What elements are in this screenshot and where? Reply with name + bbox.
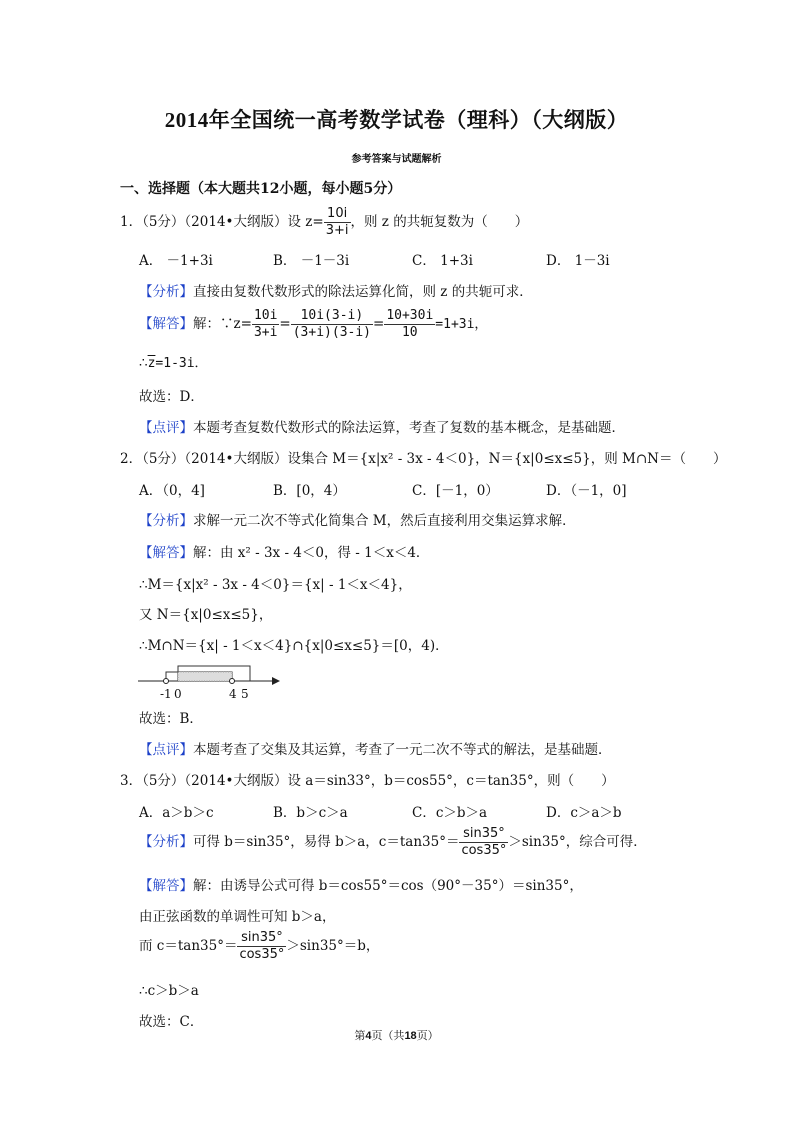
- solution-3-line: 由正弦函数的单调性可知 b＞a，: [139, 909, 336, 925]
- page-footer: 第4页（共18页）: [354, 1029, 439, 1042]
- fraction: $\frac{10+30i}{10}$: [386, 308, 434, 340]
- comment-label: 【点评】: [139, 742, 193, 758]
- number-line-diagram: [136, 660, 286, 702]
- option-b: B．[0，4）: [273, 483, 346, 499]
- question-1-stem: [120, 206, 528, 239]
- analysis-1: [139, 280, 533, 300]
- option-d: D．c＞a＞b: [546, 805, 622, 821]
- comment-label: 【点评】: [139, 420, 193, 436]
- solution-2-line: ∴M＝{x|x² - 3x - 4＜0}＝{x| - 1＜x＜4}，: [139, 577, 412, 593]
- analysis-label: 【分析】: [139, 284, 193, 300]
- solution-3-line: 而 c＝tan35°＝ $\frac{\sin 35^\circ}{\cos 35^\circ}$ ＞sin35°＝b，: [139, 930, 380, 962]
- answer-1: 故选：D．: [139, 389, 204, 405]
- option-b: B． －1－3i: [273, 253, 350, 269]
- analysis-label: 【分析】: [139, 834, 193, 850]
- option-a: A． －1+3i: [139, 253, 213, 269]
- tick-label: 4: [229, 687, 237, 701]
- solution-3: 【解答】解：由诱导公式可得 b＝cos55°＝cos（90°－35°）＝sin35°，: [139, 878, 583, 894]
- solution-label: 【解答】: [139, 545, 193, 561]
- page-number: 4: [365, 1030, 372, 1042]
- answer-3: 故选：C．: [139, 1014, 204, 1030]
- question-3-stem: 3．（5分）（2014•大纲版）设 a＝sin33°，b＝cos55°，c＝tan35°，则（ ）: [120, 773, 615, 789]
- solution-1-conclusion: $\therefore\overline{z}=1-3i$．: [139, 355, 208, 371]
- option-a: A．a＞b＞c: [139, 805, 214, 821]
- option-c: C． 1+3i: [412, 253, 473, 269]
- fraction: $\frac{\sin 35^\circ}{\cos 35^\circ}$: [239, 930, 285, 962]
- solution-1: 【解答】解：∵z= $\frac{10i}{3+i}$ = $\frac{10i(3-i)}{(3+i)(3-i)}$ = $\frac{10+30i}{10}$ =1+3i，: [139, 308, 488, 340]
- option-d: D．（－1，0]: [546, 483, 627, 499]
- stem-text: ，则 z 的共轭复数为（ ）: [350, 214, 529, 230]
- numerator: 10i: [324, 206, 351, 223]
- comment-2: 【点评】本题考查了交集及其运算，考查了一元二次不等式的解法，是基础题．: [139, 742, 612, 758]
- document-subtitle: 参考答案与试题解析: [351, 154, 442, 165]
- tick-label: -1: [160, 687, 172, 701]
- tick-label: 5: [241, 687, 249, 701]
- option-b: B．b＞c＞a: [273, 805, 348, 821]
- solution-2: 【解答】解：由 x² - 3x - 4＜0，得 - 1＜x＜4．: [139, 545, 430, 561]
- number-line-icon: [136, 660, 286, 702]
- denominator: 3+i: [325, 223, 349, 238]
- analysis-2: 【分析】求解一元二次不等式化简集合 M，然后直接利用交集运算求解．: [139, 513, 576, 529]
- fraction: $\frac{10i}{3+i}$: [253, 308, 278, 340]
- analysis-label: 【分析】: [139, 513, 193, 529]
- question-2-stem: 2．（5分）（2014•大纲版）设集合 M＝{x|x² - 3x - 4＜0}，N＝{x|0≤x≤5}，则 M∩N＝（ ）: [120, 451, 727, 467]
- tick-label: 0: [174, 687, 182, 701]
- stem-text: 设 z=: [287, 214, 324, 230]
- solution-label: 【解答】: [139, 878, 193, 894]
- question-source: （5分）（2014•大纲版）: [142, 214, 288, 230]
- question-number: 1．: [120, 214, 143, 230]
- option-c: C．c＞b＞a: [412, 805, 488, 821]
- answer-2: 故选：B．: [139, 711, 203, 727]
- fraction: $\frac{\sin 35^\circ}{\cos 35^\circ}$: [461, 826, 507, 858]
- solution-2-line: 又 N＝{x|0≤x≤5}，: [139, 607, 273, 623]
- analysis-3: 【分析】可得 b＝sin35°，易得 b＞a，c＝tan35°＝ $\frac{\sin 35^\circ}{\cos 35^\circ}$ ＞sin35°，综合可得．: [139, 826, 647, 858]
- solution-2-line: ∴M∩N＝{x| - 1＜x＜4}∩{x|0≤x≤5}＝[0，4)．: [139, 638, 449, 654]
- option-a: A．（0，4]: [139, 483, 205, 499]
- option-d: D． 1－3i: [546, 253, 610, 269]
- comment-text: 本题考查复数代数形式的除法运算，考查了复数的基本概念，是基础题．: [193, 420, 625, 436]
- option-c: C．[－1，0）: [412, 483, 499, 499]
- comment-1: [139, 416, 625, 436]
- solution-text: 解：∵z=: [193, 316, 252, 332]
- solution-label: 【解答】: [139, 316, 193, 332]
- page-total: 18: [404, 1030, 417, 1042]
- solution-3-conclusion: ∴c＞b＞a: [139, 983, 199, 999]
- document-title: 2014年全国统一高考数学试卷（理科）（大纲版）: [164, 108, 629, 132]
- fraction: $\frac{10i(3-i)}{(3+i)(3-i)}$: [292, 308, 372, 340]
- section-heading: 一、选择题（本大题共12小题，每小题5分）: [120, 181, 402, 197]
- fraction: [324, 206, 351, 239]
- analysis-text: 直接由复数代数形式的除法运算化简，则 z 的共轭可求．: [193, 284, 533, 300]
